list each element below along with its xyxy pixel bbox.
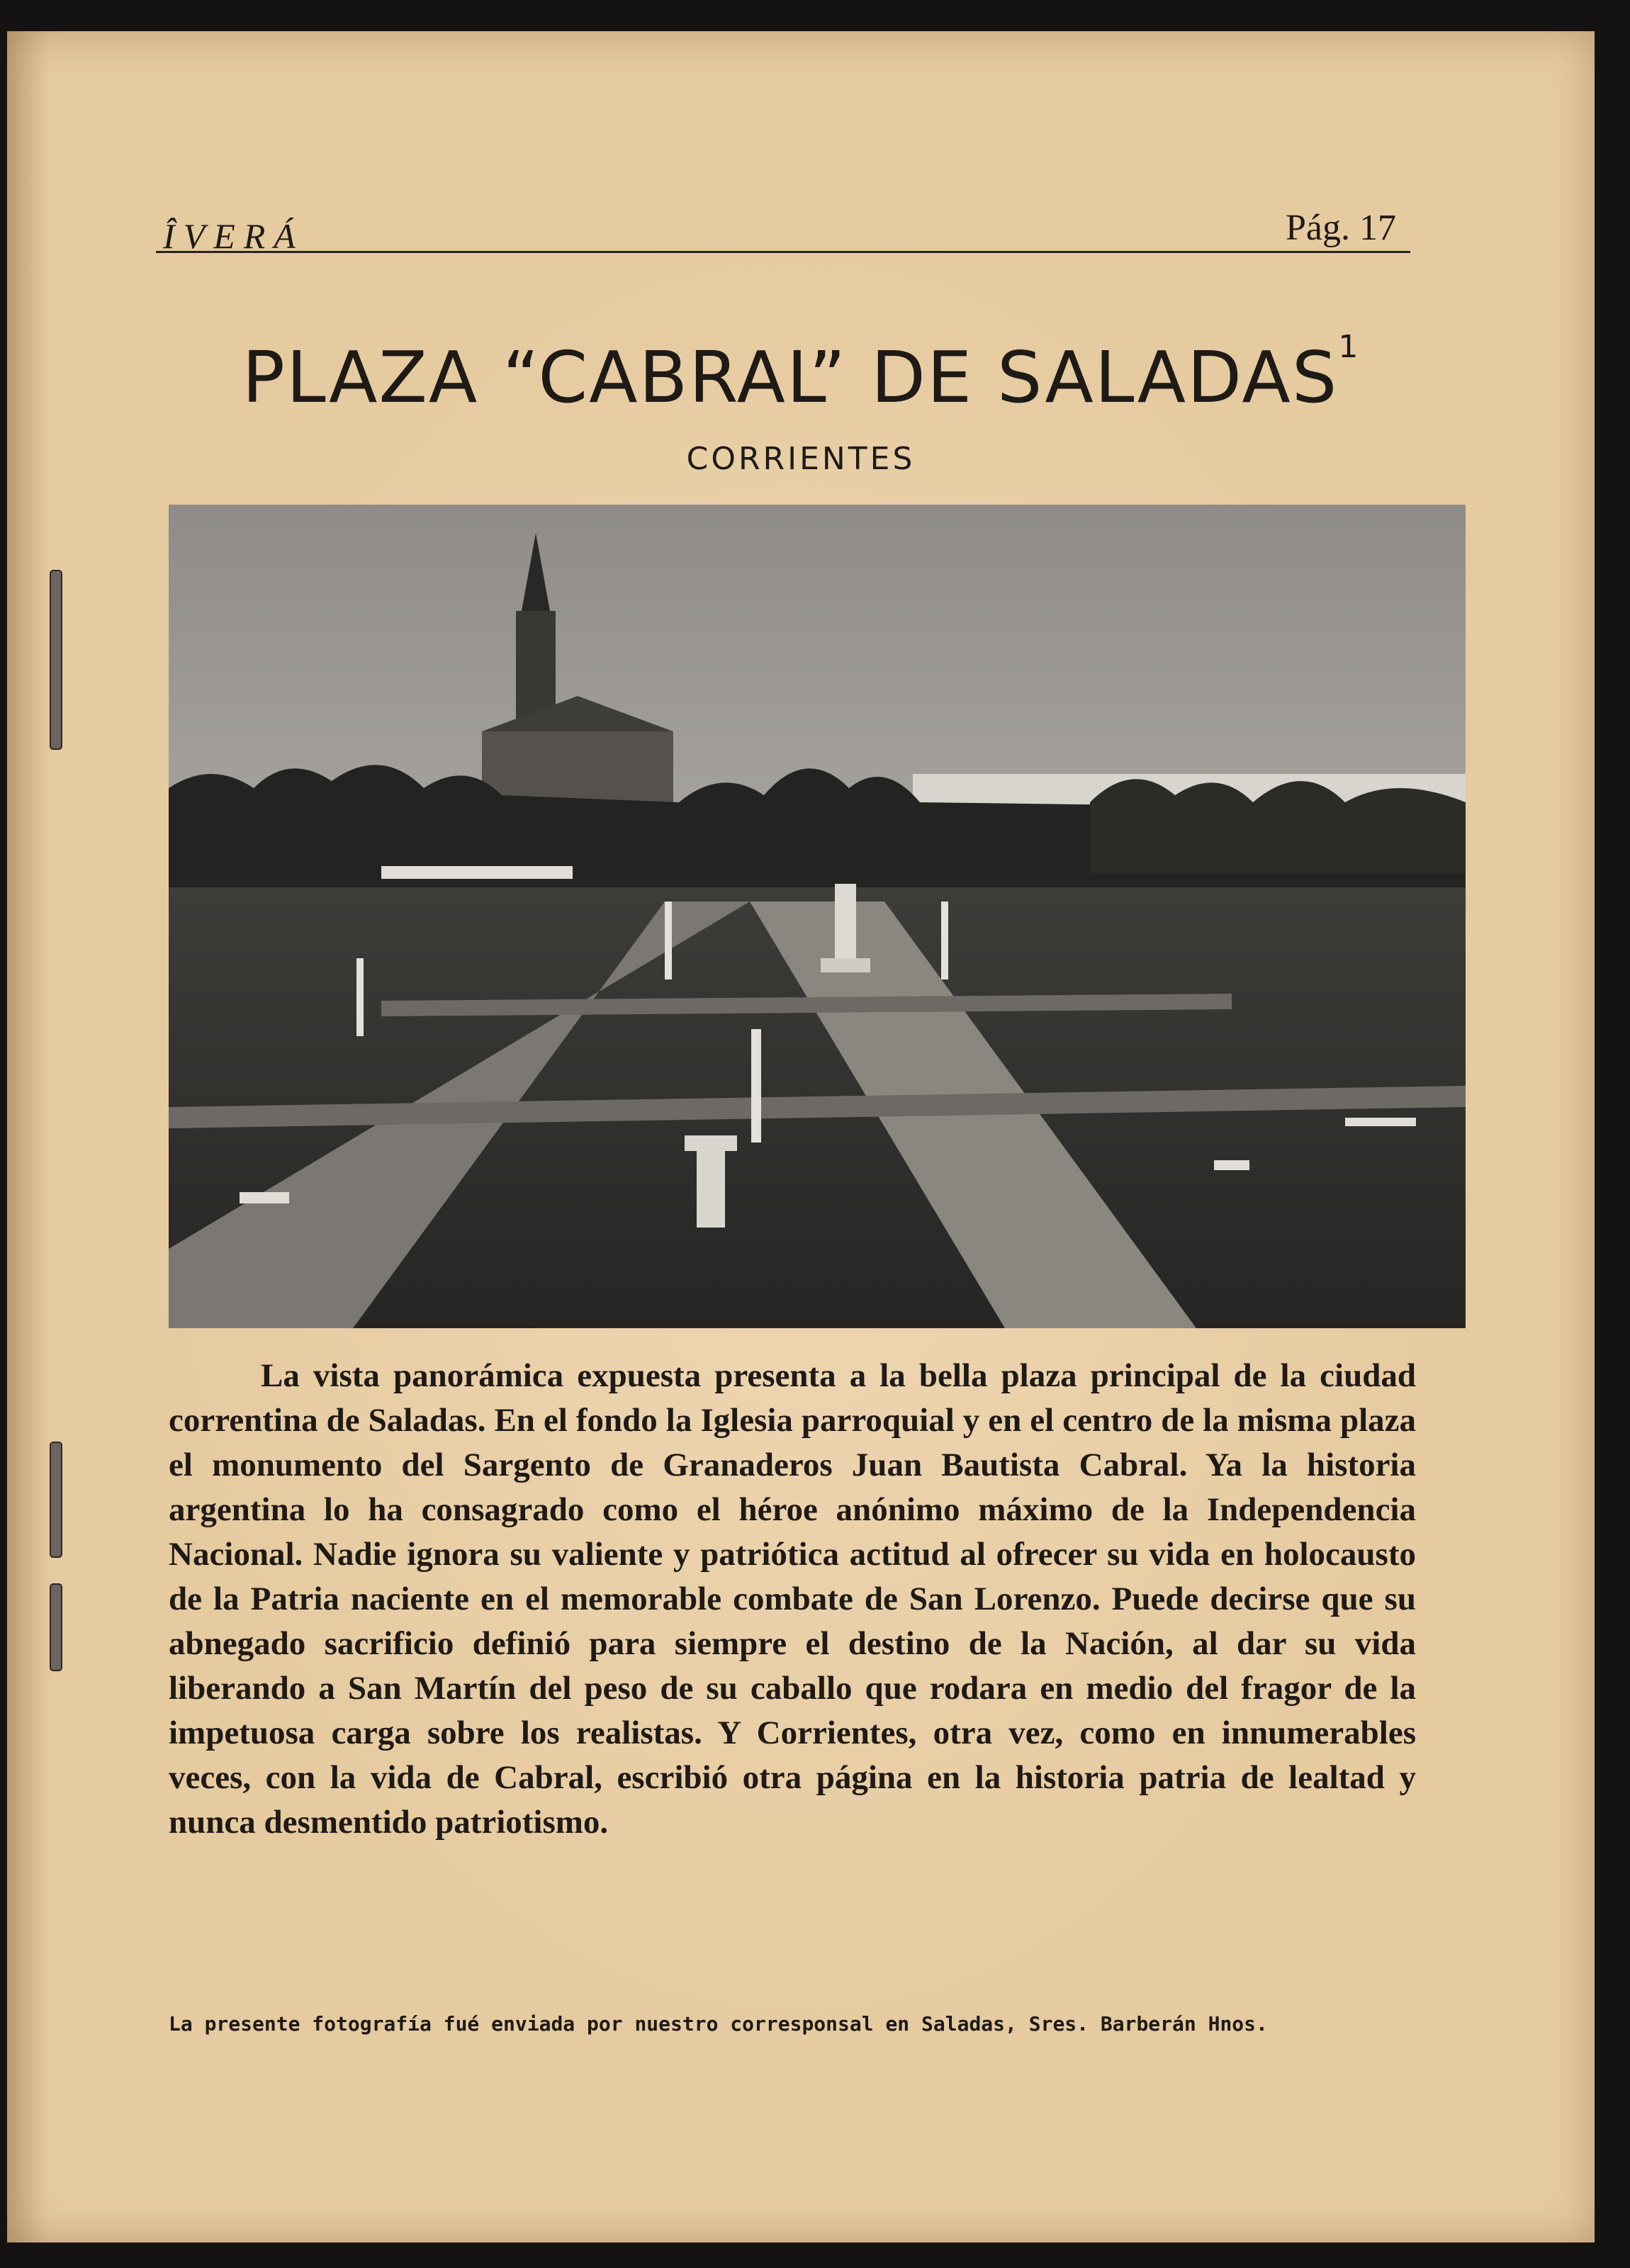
article-subtitle: CORRIENTES (686, 441, 916, 477)
page-number: Pág. 17 (1286, 208, 1396, 248)
magazine-page (7, 31, 1595, 2242)
article-body: La vista panorámica expuesta presenta a la bella plaza principal de la ciudad correntina de Saladas. En el fondo la Iglesia parroquial y en el centro de la misma plaza el monumento del Sargento de Granaderos Juan Bautista Cabral. Ya la historia argentina lo ha consagrado como el héroe anónimo máximo de la Independencia Nacional. Nadie ignora su valiente y patriótica actitud al ofrecer su vida en holocausto de la Patria naciente en el memorable combate de San Lorenzo. Puede decirse que su abnegado sacrificio definió para siempre el destino de la Nación, al dar su vida liberando a San Martín del peso de su caballo que rodara en medio del fragor de la impetuosa carga sobre los realistas. Y Corrientes, otra vez, como en innumerables veces, con la vida de Cabral, escribió otra página en la historia patria de lealtad y nunca desmentido patriotismo. (169, 1357, 1416, 1841)
staple (50, 1583, 62, 1671)
photo-credit-caption: La presente fotografía fué enviada por nuestro corresponsal en Saladas, Sres. Barberán Hnos. (169, 2012, 1268, 2036)
plaza-photograph-image (169, 505, 1466, 1328)
article-title-text: PLAZA “CABRAL” DE SALADAS (242, 336, 1339, 419)
staple (50, 1442, 62, 1558)
article-title (7, 329, 1595, 419)
plaza-photograph (169, 505, 1466, 1328)
title-footnote-mark: 1 (1338, 329, 1360, 365)
journal-name: ÎVERÁ (163, 216, 304, 256)
running-header (156, 187, 1410, 256)
staple (50, 570, 62, 750)
